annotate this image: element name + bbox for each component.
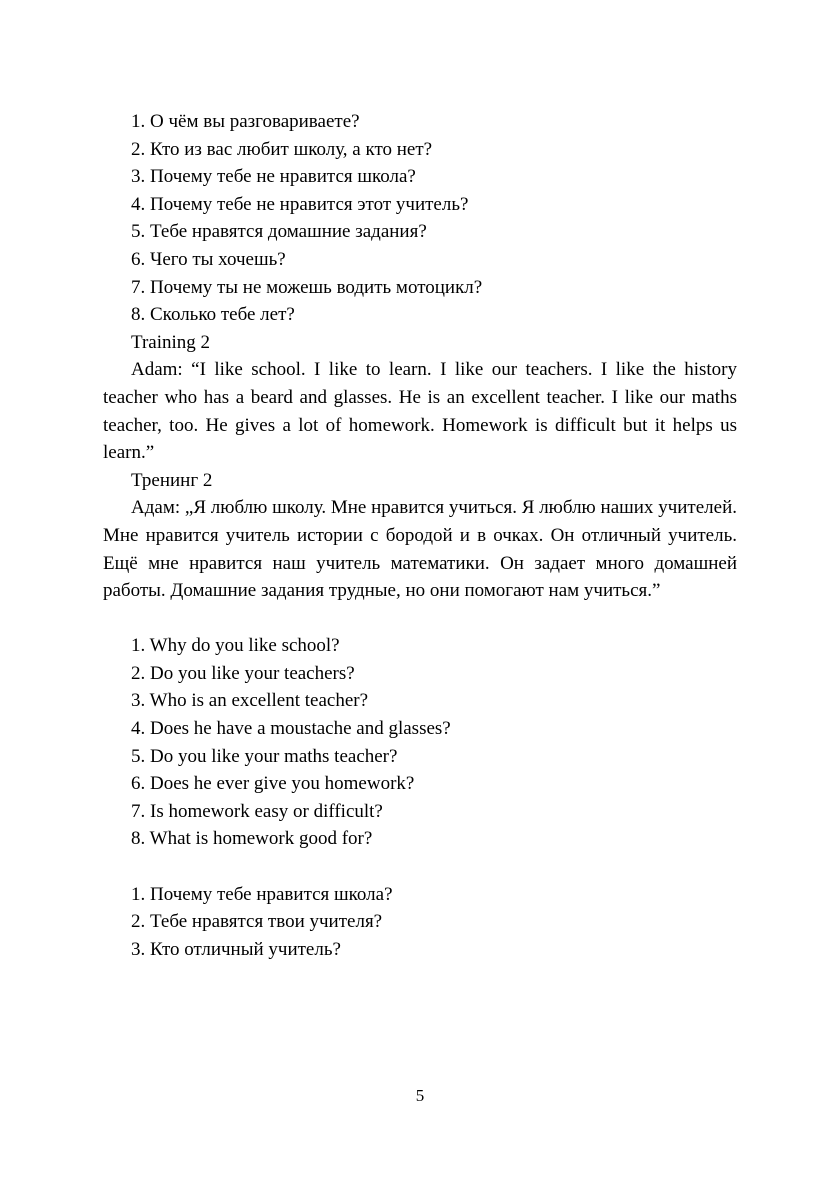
question-line: 6. Чего ты хочешь? (131, 248, 286, 270)
english-question-list (131, 632, 737, 853)
russian-question-list-bottom (131, 881, 737, 964)
page-content (103, 108, 737, 963)
question-line: 4. Does he have a moustache and glasses? (131, 718, 451, 740)
training-2-paragraph-en: Adam: “I like school. I like to learn. I like our teachers. I like the history teacher who has a beard and glasses. He is an excellent teacher. I like our maths teacher, too. He gives a lot of homework. Homework is difficult but it helps us learn.” (103, 359, 737, 464)
question-line: 4. Почему тебе не нравится этот учитель? (131, 193, 469, 215)
training-2-paragraph-ru: Адам: „Я люблю школу. Мне нравится учиться. Я люблю наших учителей. Мне нравится учитель истории с бородой и в очках. Он отличный учитель. Ещё мне нравится наш учитель математики. Он задает много домашней работы. Домашние задания трудные, но они помогают нам учиться.” (103, 497, 737, 602)
question-line: 6. Does he ever give you homework? (131, 773, 415, 795)
question-line: 1. О чём вы разговариваете? (131, 111, 360, 132)
question-line: 3. Кто отличный учитель? (131, 938, 341, 960)
question-line: 3. Who is an excellent teacher? (131, 690, 369, 712)
question-line: 8. Сколько тебе лет? (131, 304, 295, 326)
question-line: 7. Почему ты не можешь водить мотоцикл? (131, 276, 483, 298)
page-number: 5 (415, 1086, 425, 1105)
question-line: 1. Почему тебе нравится школа? (131, 883, 393, 905)
training-2-heading-en: Training 2 (131, 331, 211, 353)
russian-question-list-top (131, 108, 737, 329)
question-line: 3. Почему тебе не нравится школа? (131, 166, 416, 188)
question-line: 7. Is homework easy or difficult? (131, 800, 383, 822)
question-line: 2. Тебе нравятся твои учителя? (131, 911, 383, 933)
question-line: 8. What is homework good for? (131, 828, 373, 850)
question-line: 2. Do you like your teachers? (131, 662, 355, 684)
question-line: 2. Кто из вас любит школу, а кто нет? (131, 138, 433, 160)
question-line: 1. Why do you like school? (131, 635, 340, 657)
question-line: 5. Тебе нравятся домашние задания? (131, 221, 427, 243)
training-2-heading-ru: Тренинг 2 (131, 469, 213, 491)
question-line: 5. Do you like your maths teacher? (131, 745, 398, 767)
